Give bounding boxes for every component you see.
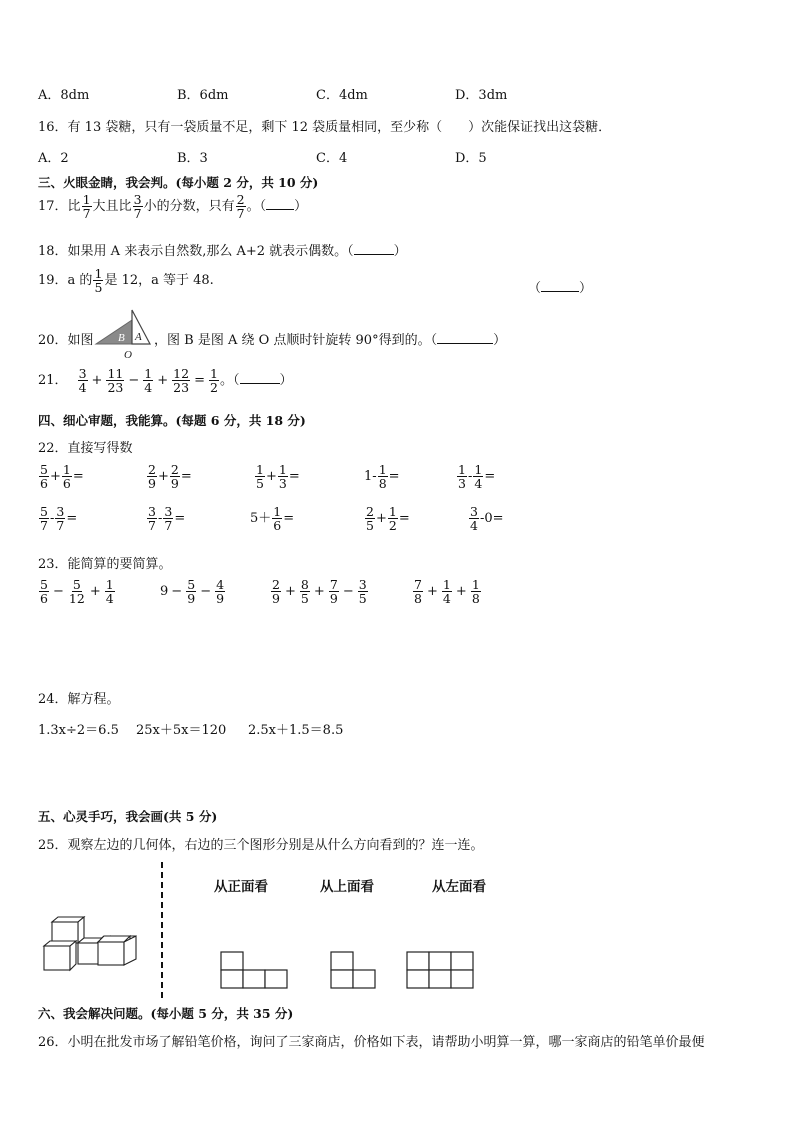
q22-item: $\frac{5}{6}$ + $\frac{1}{6}$ = [40, 462, 84, 492]
label-a: A [135, 331, 142, 343]
q16-text: 16．有 13 袋糖，只有一袋质量不足，剩下 12 袋质量相同，至少称（ ）次能保证找出这袋糖． [38, 120, 612, 135]
cube-solid-figure [40, 916, 144, 978]
q22-item: $\frac{5}{7}$ - $\frac{3}{7}$ = [40, 504, 78, 534]
fraction: $\frac{2}{7}$ [236, 192, 245, 222]
answer-blank[interactable] [240, 371, 280, 384]
q22-item: $\frac{1}{5}$ + $\frac{1}{3}$ = [256, 462, 300, 492]
q22-item: $\frac{3}{7}$ - $\frac{3}{7}$ = [148, 504, 186, 534]
answer-blank[interactable] [354, 242, 394, 255]
answer-blank[interactable] [266, 197, 294, 210]
q22-item: 5＋ $\frac{1}{6}$ = [250, 504, 295, 534]
view-label-left: 从左面看 [432, 879, 486, 895]
q22-title: 22．直接写得数 [38, 441, 133, 456]
q26-text: 26．小明在批发市场了解铅笔价格，询问了三家商店，价格如下表，请帮助小明算一算，哪一家商店的铅笔单价最便 [38, 1035, 705, 1050]
rotation-figure [92, 308, 154, 360]
q20-text: ，图 B 是图 A 绕 O 点顺时针旋转 90°得到的。（ ） [154, 333, 507, 348]
q22-item: $\frac{1}{3}$ - $\frac{1}{4}$ = [458, 462, 496, 492]
q23-expr-3: $\frac{2}{9}$ + $\frac{8}{5}$ + $\frac{7}{9}$ − $\frac{3}{5}$ [272, 577, 367, 607]
q23-title: 23．能简算的要简算。 [38, 557, 172, 572]
q18: 18．如果用 A 来表示自然数,那么 A+2 就表示偶数。（ ） [38, 244, 407, 259]
section-6-heading: 六、我会解决问题。(每小题 5 分，共 35 分) [38, 1006, 294, 1021]
q24-eq-2: 25x＋5x＝120 [136, 723, 227, 738]
q25-text: 25．观察左边的几何体，右边的三个图形分别是从什么方向看到的？连一连。 [38, 838, 484, 853]
q19-answer: （ ） [528, 281, 593, 296]
view-grid-1[interactable] [220, 951, 290, 995]
dashed-divider [161, 862, 163, 998]
q24-eq-1: 1.3x÷2＝6.5 [38, 723, 119, 738]
fraction: $\frac{1}{7}$ [82, 192, 91, 222]
q23-expr-2: 9 − $\frac{5}{9}$ − $\frac{4}{9}$ [160, 577, 225, 607]
q22-item: $\frac{2}{9}$ + $\frac{2}{9}$ = [148, 462, 192, 492]
view-label-top: 从上面看 [320, 879, 374, 895]
section-3-heading: 三、火眼金睛，我会判。(每小题 2 分，共 10 分) [38, 175, 319, 190]
answer-blank[interactable] [541, 279, 579, 292]
fraction: $\frac{1}{5}$ [94, 266, 103, 296]
q17: 17．比 $\frac{1}{7}$ 大且比 $\frac{3}{7}$ 小的分数，只有 $\frac{2}{7}$ 。（ ） [38, 192, 308, 222]
q23-expr-1: $\frac{5}{6}$ − $\frac{5}{12}$ + $\frac{1}{4}$ [40, 577, 114, 607]
fraction: $\frac{3}{7}$ [133, 192, 142, 222]
view-grid-3[interactable] [406, 951, 476, 995]
choice-c: C．4dm [316, 88, 368, 103]
choice-c: C．4 [316, 151, 348, 166]
q22-item: $\frac{2}{5}$ + $\frac{1}{2}$ = [366, 504, 410, 534]
section-5-heading: 五、心灵手巧，我会画(共 5 分) [38, 809, 218, 824]
q21: 21． $\frac{3}{4}$ + $\frac{11}{23}$ − $\frac{1}{4}$ + $\frac{12}{23}$ = $\frac{1}{2}$ 。（ ） [38, 366, 293, 396]
q16-choices [38, 147, 594, 166]
label-o: O [124, 349, 132, 360]
choice-a: A．2 [38, 151, 69, 166]
q15-choices [38, 84, 594, 103]
answer-blank[interactable] [437, 331, 493, 344]
choice-d: D．5 [455, 151, 487, 166]
view-label-front: 从正面看 [214, 879, 268, 895]
q22-item: $\frac{3}{4}$ -0= [470, 504, 504, 534]
section-4-heading: 四、细心审题，我能算。(每题 6 分，共 18 分) [38, 413, 306, 428]
choice-b: B．6dm [177, 88, 229, 103]
triangle-b [96, 320, 132, 344]
q23-expr-4: $\frac{7}{8}$ + $\frac{1}{4}$ + $\frac{1}{8}$ [414, 577, 480, 607]
view-grid-2[interactable] [330, 951, 378, 995]
q22-item: 1- $\frac{1}{8}$ = [364, 462, 400, 492]
q20-pre: 20．如图 [38, 333, 94, 348]
choice-d: D．3dm [455, 88, 508, 103]
q24-eq-3: 2.5x＋1.5＝8.5 [248, 723, 344, 738]
choice-b: B．3 [177, 151, 208, 166]
q24-title: 24．解方程。 [38, 692, 120, 707]
label-b: B [118, 332, 125, 344]
q19: 19．a 的 $\frac{1}{5}$ 是 12，a 等于 48. [38, 266, 214, 296]
choice-a: A．8dm [38, 88, 90, 103]
